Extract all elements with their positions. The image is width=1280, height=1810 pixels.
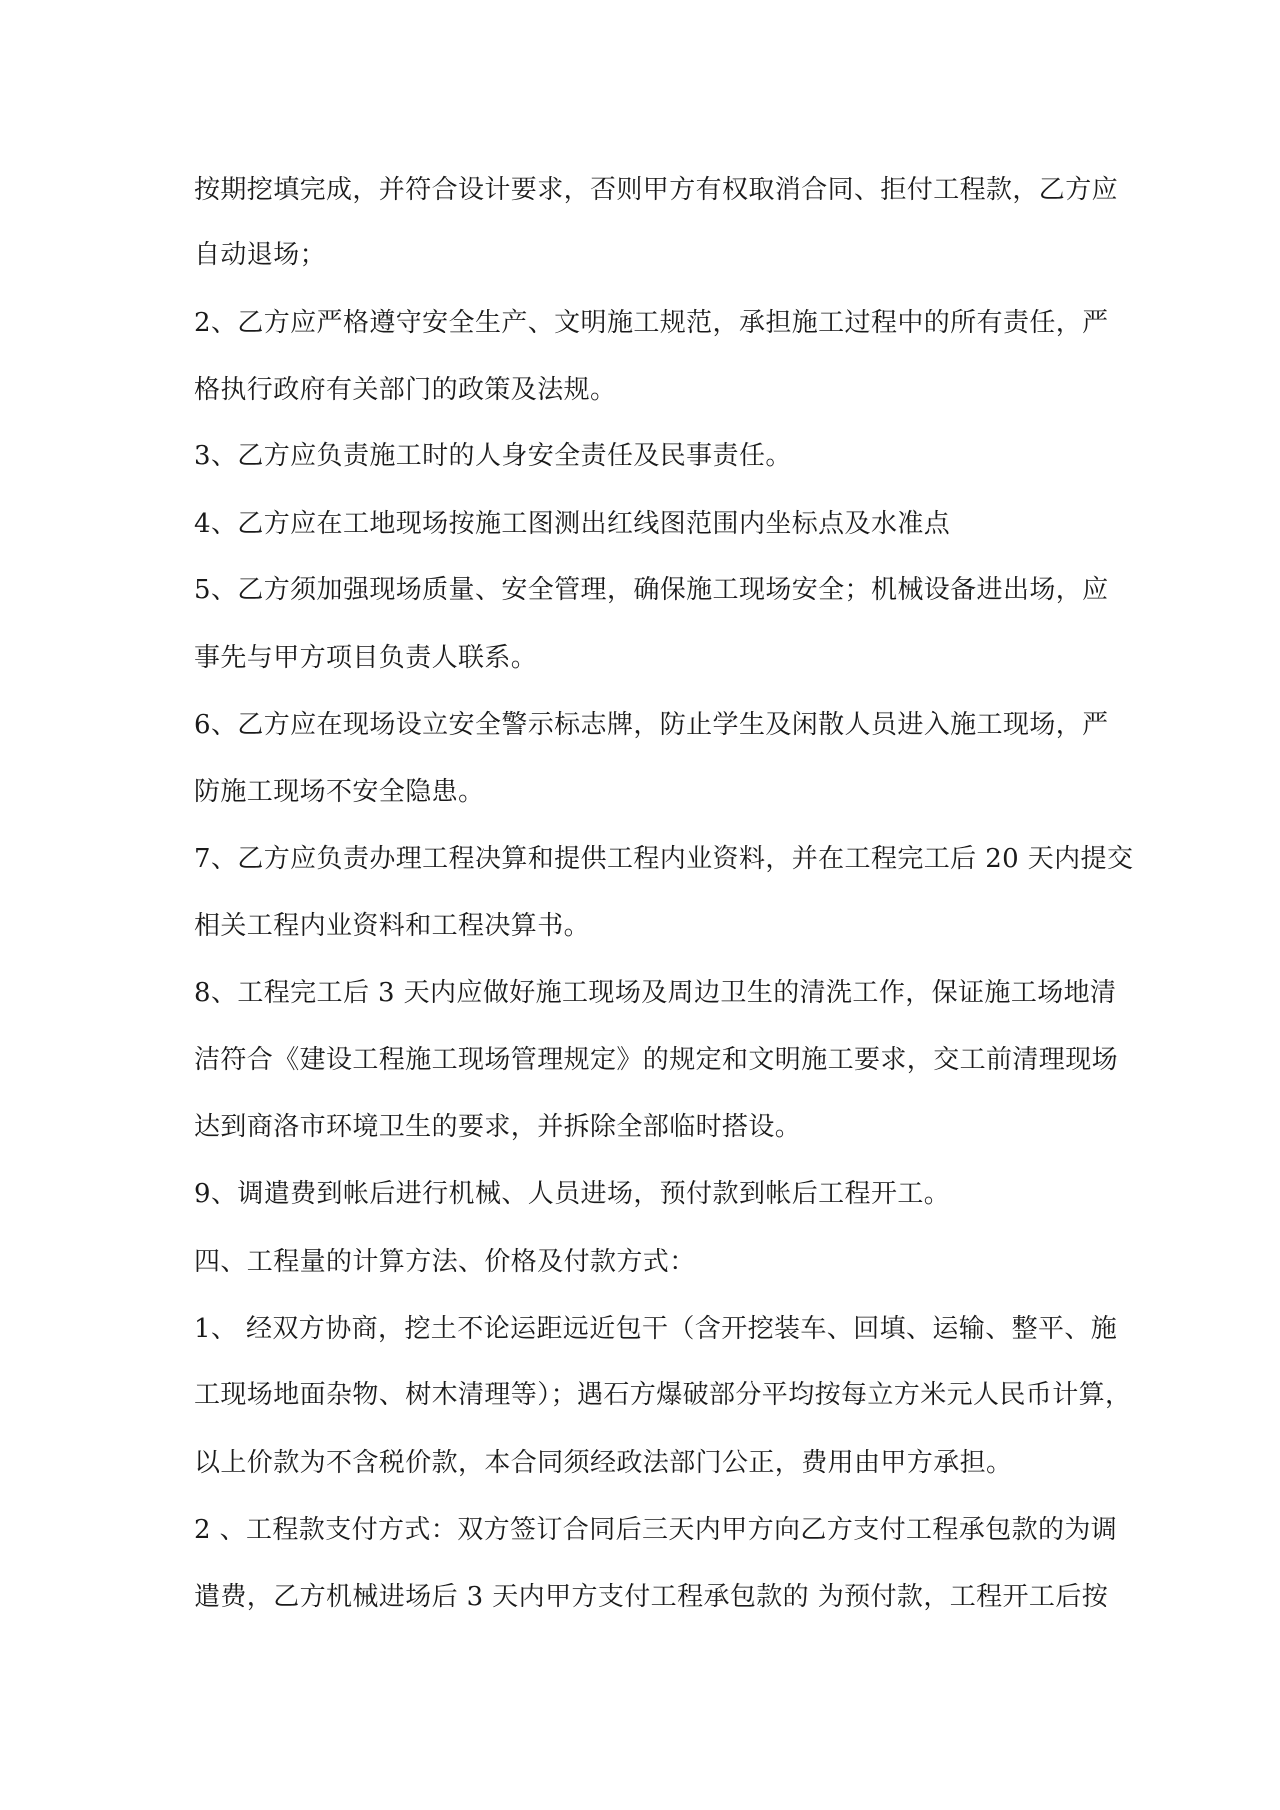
text-line: 3、乙方应负责施工时的人身安全责任及民事责任。 [194,441,792,471]
text-line: 相关工程内业资料和工程决算书。 [194,911,591,941]
text-line: 9、调遣费到帐后进行机械、人员进场，预付款到帐后工程开工。 [194,1179,951,1209]
text-line: 2 、工程款支付方式：双方签订合同后三天内甲方向乙方支付工程承包款的为调 [194,1515,1118,1545]
text-line: 5、乙方须加强现场质量、安全管理，确保施工现场安全；机械设备进出场，应 [194,575,1109,605]
text-line: 自动退场； [194,240,327,270]
text-line: 洁符合《建设工程施工现场管理规定》的规定和文明施工要求，交工前清理现场 [194,1045,1119,1075]
text-line: 遣费，乙方机械进场后 3 天内甲方支付工程承包款的 为预付款，工程开工后按 [194,1582,1109,1612]
section-heading: 四、工程量的计算方法、价格及付款方式： [194,1247,696,1277]
text-line: 4、乙方应在工地现场按施工图测出红线图范围内坐标点及水准点 [194,509,951,539]
text-line: 以上价款为不含税价款，本合同须经政法部门公正，费用由甲方承担。 [194,1448,1013,1478]
text-line: 1、 经双方协商，挖土不论运距远近包干（含开挖装车、回填、运输、整平、施 [194,1314,1118,1344]
text-line: 7、乙方应负责办理工程决算和提供工程内业资料，并在工程完工后 20 天内提交 [194,844,1134,874]
text-line: 6、乙方应在现场设立安全警示标志牌，防止学生及闲散人员进入施工现场，严 [194,710,1109,740]
text-line: 8、工程完工后 3 天内应做好施工现场及周边卫生的清洗工作，保证施工场地清 [194,978,1117,1008]
text-line: 2、乙方应严格遵守安全生产、文明施工规范，承担施工过程中的所有责任，严 [194,308,1109,338]
text-line: 事先与甲方项目负责人联系。 [194,643,538,673]
text-line: 按期挖填完成，并符合设计要求，否则甲方有权取消合同、拒付工程款，乙方应 [194,175,1119,205]
text-line: 防施工现场不安全隐患。 [194,777,485,807]
text-line: 工现场地面杂物、树木清理等）；遇石方爆破部分平均按每立方米元人民币计算， [194,1380,1132,1410]
text-line: 格执行政府有关部门的政策及法规。 [194,375,617,405]
text-line: 达到商洛市环境卫生的要求，并拆除全部临时搭设。 [194,1112,802,1142]
